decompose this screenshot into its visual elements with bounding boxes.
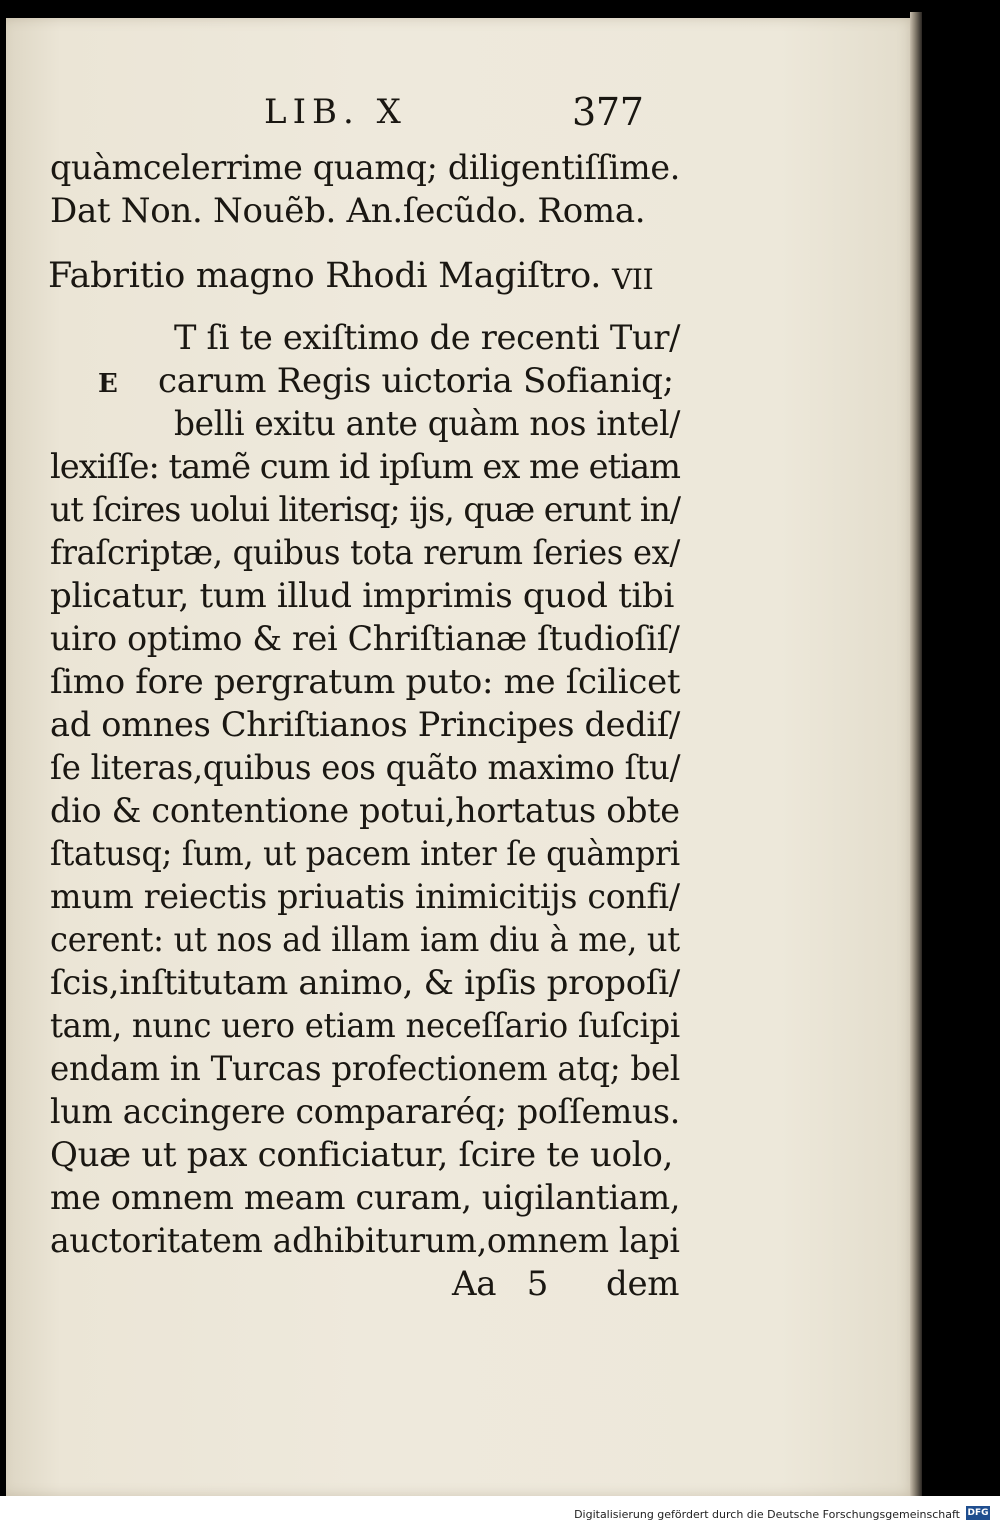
text-line: ſtatusq; ſum, ut pacem inter ſe quàmpri [50,834,680,874]
text-line: belli exitu ante quàm nos intel/ [174,404,681,444]
text-line: fraſcriptæ, quibus tota rerum ſeries ex/ [50,533,681,573]
initial-letter: E [98,369,118,399]
text-line: ſimo fore pergratum puto: me ſcilicet [50,662,681,702]
dfg-logo: DFG [967,1508,989,1518]
text-line: me omnem meam curam, uigilantiam, [50,1178,681,1218]
funding-credit: Digitalisierung gefördert durch die Deutsche Forschungsgemeinschaft [574,1508,960,1521]
text-line: ſcis,inſtitutam animo, & ipſis propoſi/ [50,963,680,1003]
signature-mark: Aa 5 [452,1264,549,1304]
text-line: uiro optimo & rei Chriſtianæ ſtudioſiſ/ [50,619,680,659]
page-edge [910,12,922,1498]
text-line: ſe literas,quibus eos quãto maximo ſtu/ [50,748,681,788]
running-title: LIB. X [264,92,407,132]
letter-number: VII [612,263,654,296]
text-line: auctoritatem adhibiturum,omnem lapi [50,1221,680,1261]
text-line: Dat Non. Nouẽb. An.ſecũdo. Roma. [50,191,646,231]
text-line: quàmcelerrime quamq; diligentiſſime. [50,148,681,188]
text-line: T ſi te exiſtimo de recenti Tur/ [174,318,681,358]
text-line: dio & contentione potui,hortatus obte [50,791,680,831]
letter-title: Fabritio magno Rhodi Magiſtro. [48,256,602,296]
text-line: lexiſſe: tamẽ cum id ipſum ex me etiam [50,447,681,487]
text-line: ad omnes Chriſtianos Principes dediſ/ [50,705,681,745]
text-line: cerent: ut nos ad illam iam diu à me, ut [50,920,680,960]
text-line: endam in Turcas profectionem atq; bel [50,1049,681,1089]
text-line: tam, nunc uero etiam neceſſario ſuſcipi [50,1006,680,1046]
text-line: mum reiectis priuatis inimicitijs confi/ [50,877,680,917]
text-line: Quæ ut pax conficiatur, ſcire te uolo, [50,1135,674,1175]
text-line: lum accingere compararéq; poſſemus. [50,1092,681,1132]
text-line: ut ſcires uolui literisq; ijs, quæ erunt in/ [50,490,681,530]
catchword: dem [606,1264,680,1304]
page-number: 377 [572,90,644,134]
text-line: plicatur, tum illud imprimis quod tibi [50,576,675,616]
text-line: carum Regis uictoria Sofianiq; [158,361,674,401]
